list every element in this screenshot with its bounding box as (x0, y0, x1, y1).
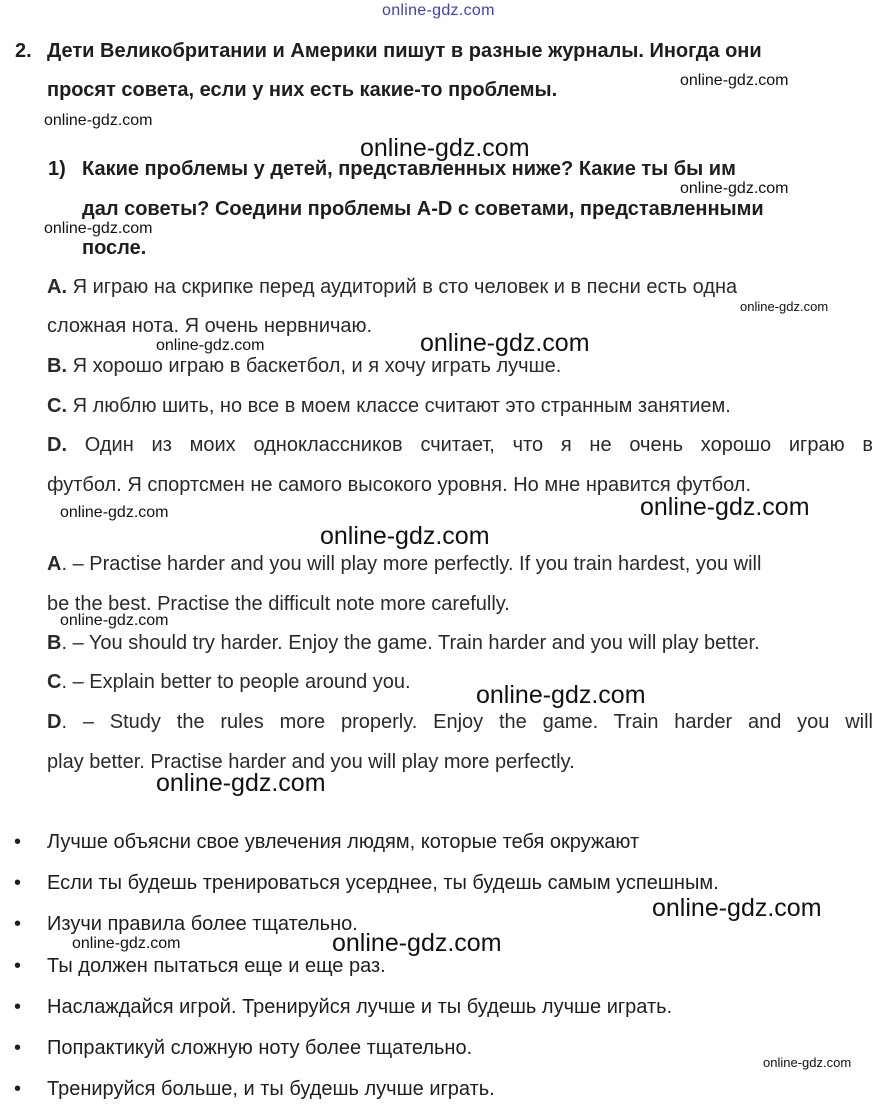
bullet-dot: • (14, 1078, 22, 1100)
answer-d-line2: play better. Practise harder and you will play more perfectly. (47, 751, 575, 773)
watermark-1: online-gdz.com (680, 72, 789, 89)
bullet-dot: • (14, 1037, 22, 1059)
bullet-item-1 (14, 831, 640, 854)
answer-a-text1: . – Practise harder and you will play more perfectly. If you train hardest, you will (61, 553, 762, 575)
bullet-dot: • (14, 831, 22, 853)
problem-c (47, 395, 731, 418)
problem-d-letter: D. (47, 434, 67, 456)
bullet-dot: • (14, 913, 22, 935)
watermark-7: online-gdz.com (156, 337, 265, 354)
bullet-dot: • (14, 872, 22, 894)
answer-d-text1: . – Study the rules more properly. Enjoy the game. Train harder and you will (61, 711, 873, 733)
problem-b-text: Я хорошо играю в баскетбол, и я хочу играть лучше. (72, 355, 562, 377)
bullet-text-6: Попрактикуй сложную ноту более тщательно. (47, 1037, 473, 1059)
watermark-15: online-gdz.com (652, 894, 822, 922)
problem-a-text1: Я играю на скрипке перед аудиторий в сто человек и в песни есть одна (72, 276, 738, 298)
subtask-number: 1) (48, 158, 66, 180)
bullet-text-1: Лучше объясни свое увлечения людям, которые тебя окружают (47, 831, 640, 853)
bullet-item-3 (14, 913, 358, 936)
problem-d-text1: Один из моих одноклассников считает, что я не очень хорошо играю в (84, 434, 873, 456)
answer-b-letter: B (47, 632, 62, 654)
problem-c-letter: C. (47, 395, 67, 417)
problem-c-text: Я люблю шить, но все в моем классе считают это странным занятием. (72, 395, 731, 417)
problem-a-line1 (47, 276, 737, 299)
bullet-item-2 (14, 872, 719, 895)
answer-a-letter: A (47, 553, 62, 575)
answer-b (47, 632, 760, 655)
problem-b (47, 355, 561, 378)
answer-c-letter: C (47, 671, 62, 693)
watermark-8: online-gdz.com (420, 329, 590, 357)
watermark-14: online-gdz.com (156, 769, 326, 797)
subtask-line2: дал советы? Соедини проблемы A-D с советами, представленными (82, 198, 764, 220)
watermark-6: online-gdz.com (740, 299, 829, 314)
answer-d-line1 (47, 711, 873, 734)
problem-d-line2: футбол. Я спортсмен не самого высокого уровня. Но мне нравится футбол. (47, 474, 751, 496)
answer-c-text: . – Explain better to people around you. (61, 671, 411, 693)
watermark-12: online-gdz.com (60, 612, 169, 629)
problem-a-letter: A. (47, 276, 67, 298)
watermark-13: online-gdz.com (476, 681, 646, 709)
task-title-line1: Дети Великобритании и Америки пишут в разные журналы. Иногда они (47, 40, 762, 62)
problem-a-line2: сложная нота. Я очень нервничаю. (47, 315, 373, 337)
answer-d-letter: D (47, 711, 62, 733)
bullet-item-7 (14, 1078, 495, 1101)
problem-d-line1 (47, 434, 873, 457)
bullet-item-4 (14, 955, 386, 978)
watermark-18: online-gdz.com (763, 1055, 852, 1070)
watermark-4: online-gdz.com (680, 180, 789, 197)
watermark-3: online-gdz.com (360, 134, 530, 162)
bullet-text-2: Если ты будешь тренироваться усерднее, ты будешь самым успешным. (47, 872, 719, 894)
watermark-9: online-gdz.com (60, 504, 169, 521)
watermark-16: online-gdz.com (72, 935, 181, 952)
watermark-2: online-gdz.com (44, 112, 153, 129)
watermark-17: online-gdz.com (332, 929, 502, 957)
watermark-5: online-gdz.com (44, 220, 153, 237)
bullet-text-5: Наслаждайся игрой. Тренируйся лучше и ты будешь лучше играть. (47, 996, 673, 1018)
bullet-text-7: Тренируйся больше, и ты будешь лучше играть. (47, 1078, 495, 1100)
watermark-11: online-gdz.com (320, 522, 490, 550)
task-number: 2. (15, 40, 32, 62)
bullet-text-3: Изучи правила более тщательно. (47, 913, 358, 935)
answer-c (47, 671, 411, 694)
answer-a-line1 (47, 553, 761, 576)
watermark-top: online-gdz.com (382, 2, 495, 19)
answer-b-text: . – You should try harder. Enjoy the game. Train harder and you will play better. (61, 632, 760, 654)
bullet-dot: • (14, 955, 22, 977)
subtask-line1: Какие проблемы у детей, представленных ниже? Какие ты бы им (82, 158, 736, 180)
subtask-line3: после. (82, 237, 147, 259)
problem-b-letter: B. (47, 355, 67, 377)
bullet-text-4: Ты должен пытаться еще и еще раз. (47, 955, 386, 977)
bullet-item-6 (14, 1037, 473, 1060)
bullet-dot: • (14, 996, 22, 1018)
watermark-10: online-gdz.com (640, 493, 810, 521)
task-title-line2: просят совета, если у них есть какие-то проблемы. (47, 79, 558, 101)
bullet-item-5 (14, 996, 673, 1019)
answer-a-line2: be the best. Practise the difficult note more carefully. (47, 593, 510, 615)
